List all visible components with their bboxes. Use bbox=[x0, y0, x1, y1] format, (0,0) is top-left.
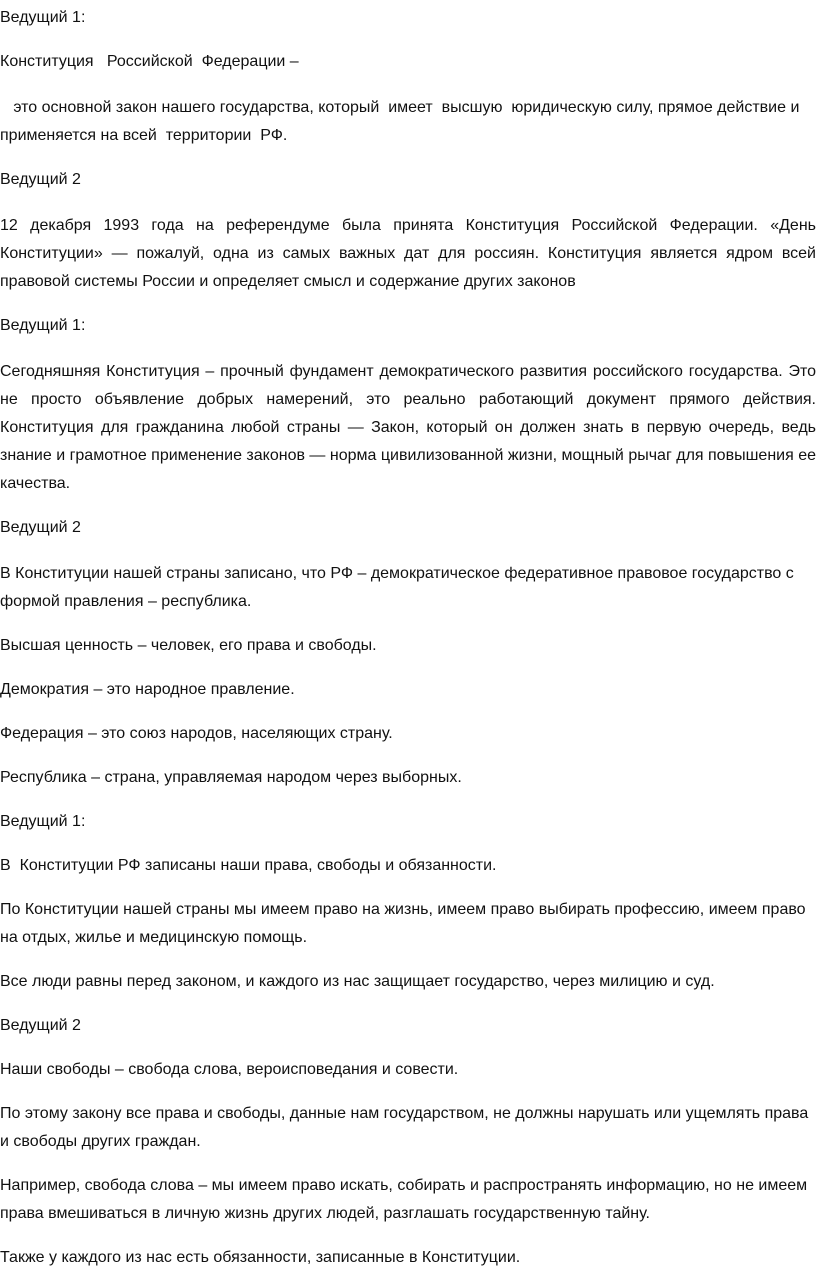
paragraph: Также у каждого из нас есть обязанности, записанные в Конституции. bbox=[0, 1249, 521, 1266]
speaker-label: Ведущий 1: bbox=[0, 9, 86, 26]
paragraph: Демократия – это народное правление. bbox=[0, 681, 295, 698]
paragraph: В Конституции РФ записаны наши права, свободы и обязанности. bbox=[0, 857, 497, 874]
paragraph: Все люди равны перед законом, и каждого из нас защищает государство, через милицию и суд. bbox=[0, 973, 715, 990]
paragraph: По Конституции нашей страны мы имеем право на жизнь, имеем право выбирать профессию, имеем право на отдых, жилье и медицинскую помощь. bbox=[0, 901, 806, 946]
paragraph: Федерация – это союз народов, населяющих страну. bbox=[0, 725, 393, 742]
paragraph: В Конституции нашей страны записано, что РФ – демократическое федеративное правовое государство с формой правления – республика. bbox=[0, 565, 794, 610]
paragraph: Сегодняшняя Конституция – прочный фундамент демократического развития российского государства. Это не просто объявление добрых намерений, это реально работающий документ прямого действия. Конституция для гражданина любой страны — Закон, который он должен знать в первую очередь, ведь знание и грамотное применение законов — норма цивилизованной жизни, мощный рычаг для повышения ее качества. bbox=[0, 363, 816, 492]
speaker-label: Ведущий 2 bbox=[0, 171, 81, 188]
paragraph: Например, свобода слова – мы имеем право искать, собирать и распространять информацию, но не имеем права вмешиваться в личную жизнь других людей, разглашать государственную тайну. bbox=[0, 1177, 808, 1222]
paragraph: Наши свободы – свобода слова, вероисповедания и совести. bbox=[0, 1061, 459, 1078]
paragraph: 12 декабря 1993 года на референдуме была принята Конституция Российской Федерации. «День Конституции» — пожалуй, одна из самых важных дат для россиян. Конституция является ядром всей правовой системы России и определяет смысл и содержание других законов bbox=[0, 217, 816, 290]
speaker-label: Ведущий 2 bbox=[0, 1017, 81, 1034]
paragraph: Республика – страна, управляемая народом через выборных. bbox=[0, 769, 462, 786]
paragraph: Высшая ценность – человек, его права и свободы. bbox=[0, 637, 377, 654]
paragraph: это основной закон нашего государства, который имеет высшую юридическую силу, прямое действие и применяется на всей территории РФ. bbox=[0, 99, 804, 144]
speaker-label: Ведущий 1: bbox=[0, 813, 86, 830]
paragraph: По этому закону все права и свободы, данные нам государством, не должны нарушать или ущемлять права и свободы других граждан. bbox=[0, 1105, 809, 1150]
speaker-label: Ведущий 1: bbox=[0, 317, 86, 334]
speaker-label: Ведущий 2 bbox=[0, 519, 81, 536]
paragraph: Конституция Российской Федерации – bbox=[0, 53, 299, 70]
